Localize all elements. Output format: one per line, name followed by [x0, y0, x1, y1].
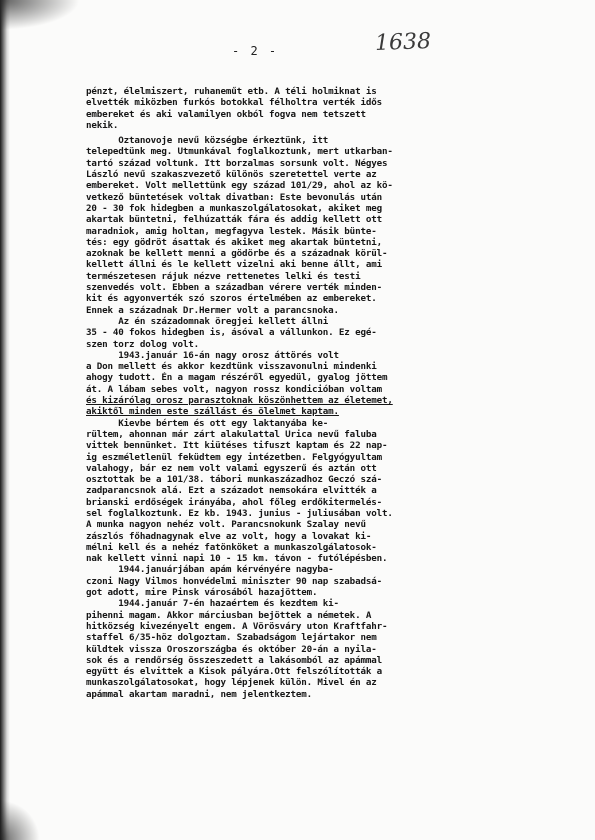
text-line: tartó század voltunk. Itt borzalmas sorsunk volt. Négyes — [86, 157, 388, 169]
text-line: apámmal akartam maradni, nem jelentkeztem. — [86, 688, 313, 700]
text-line: 35 - 40 fokos hidegben is, ásóval a vállunkon. Ez egé- — [86, 327, 377, 339]
text-line: munkaszolgálatosokat, hogy lépjenek külön. Mivel én az — [86, 677, 377, 689]
text-line: a Don mellett és akkor kezdtünk visszavonulni mindenki — [86, 361, 377, 373]
text-line: 20 - 30 fok hidegben a munkaszolgálatosokat, akiket meg — [86, 202, 382, 214]
text-line: vetkező büntetések voltak divatban: Este bevonulás után — [86, 191, 382, 203]
text-line: 1944.januárjában apám kérvényére nagyba- — [86, 564, 334, 576]
text-line: azoknak be kellett menni a gödörbe és a századnak körül- — [86, 248, 388, 260]
scan-edge-shadow — [0, 0, 10, 840]
text-line: akartak büntetni, felhúzatták fára és addig kellett ott — [86, 214, 382, 226]
text-line: pénzt, élelmiszert, ruhaneműt etb. A téli holmiknat is — [86, 86, 377, 97]
text-line: rültem, ahonnan már zárt alakulattal Urica nevű faluba — [86, 428, 377, 440]
text-line: ahogy tudott. Én a magam részéről egyedül, gyalog jöttem — [86, 372, 388, 384]
text-line: embereket és aki valamilyen okból fogva nem tetszett — [86, 108, 366, 120]
text-line: kit és agyonverték szó szoros értelmében az embereket. — [86, 293, 377, 305]
text-line: természetesen rájuk nézve rettenetes lelki és testi — [86, 270, 361, 282]
text-line: Ennek a századnak Dr.Hermer volt a parancsnoka. — [86, 304, 339, 316]
text-line: szenvedés volt. Ebben a században vérere verték minden- — [86, 282, 382, 294]
scan-corner-shadow-top — [0, 0, 80, 30]
typewritten-body — [86, 86, 504, 700]
text-line: embereket. Volt mellettünk egy század 101/29, ahol az kö- — [86, 180, 393, 192]
text-line: küldtek vissza Oroszországba és október 20-án a nyila- — [86, 643, 377, 655]
text-line: mélni kell és a nehéz fatönköket a munkaszolgálatosok- — [86, 541, 377, 553]
text-line: valahogy, bár ez nem volt valami egyszerű és aztán ott — [86, 462, 377, 474]
text-line: nak kellett vinni napi 10 - 15 km. távon - futólépésben. — [86, 553, 388, 565]
text-line: László nevű szakaszvezető különös szeretettel verte az — [86, 169, 377, 181]
text-line: zászlós főhadnagynak elve az volt, hogy a lovakat ki- — [86, 530, 372, 542]
text-line: elvették miközben furkós botokkal félholtra verték idős — [86, 97, 382, 109]
text-line: brianski erdőségek irányába, ahol főleg erdőkitermelés- — [86, 496, 382, 508]
text-line: czoni Nagy Vilmos honvédelmi miniszter 90 nap szabadsá- — [86, 575, 382, 587]
text-line: sok és a rendőrség összeszedett a lakásomból az apámmal — [86, 654, 382, 666]
text-line: Oztanovoje nevű községbe érkeztünk, itt — [86, 135, 329, 147]
scan-corner-shadow-bottom — [0, 800, 40, 840]
text-line: Az én századomnak öregjei kellett állni — [86, 315, 329, 327]
text-line: staffel 6/35-höz dolgoztam. Szabadságom lejártakor nem — [86, 632, 377, 644]
text-line: maradniok, amig holtan, megfagyva lestek. Másik bünte- — [86, 225, 377, 237]
text-line: Kievbe bértem és ott egy laktanyába ke- — [86, 417, 329, 429]
text-line: got adott, mire Pinsk városából hazajöttem. — [86, 587, 318, 599]
text-line: szen torz dolog volt. — [86, 338, 200, 350]
text-line: 1944.január 7-én hazaértem és kezdtem ki- — [86, 598, 339, 610]
text-line: pihenni magam. Akkor márciusban bejöttek a németek. A — [86, 609, 372, 621]
text-line: együtt és elvittek a Kisok pályára.Ott felszólították a — [86, 666, 382, 678]
text-line: vittek bennünket. Itt kiütéses tifuszt kaptam és 22 nap- — [86, 440, 388, 452]
text-line: zadparancsnok alá. Ezt a századot nemsokára elvitték a — [86, 485, 377, 497]
text-line: át. A lábam sebes volt, nagyon rossz kondicióban voltam — [86, 383, 382, 395]
text-line: tés: egy gödröt ásattak és akiket meg akartak büntetni, — [86, 236, 382, 248]
text-line: osztottak be a 101/38. tábori munkaszázadhoz Geczó szá- — [86, 474, 382, 486]
text-line: sel foglalkoztunk. Ez kb. 1943. junius - juliusában volt. — [86, 507, 393, 519]
text-line: nekik. — [86, 119, 119, 131]
text-line: kellett állni és le kellett vizelni aki benne állt, ami — [86, 259, 382, 271]
page-number: - 2 - — [232, 44, 279, 58]
handwritten-archive-number: 1638 — [374, 29, 432, 56]
text-line: telepedtünk meg. Utmunkával foglalkoztunk, mert utkarban- — [86, 146, 393, 158]
text-line: A munka nagyon nehéz volt. Parancsnokunk Szalay nevű — [86, 519, 366, 531]
text-line: és kizárólag orosz parasztoknak köszönhettem az életemet, — [86, 395, 393, 407]
text-line: akiktől minden este szállást és ölelmet kaptam. — [86, 406, 339, 418]
text-line: ig eszméletlenül feküdtem egy intézetben. Felgyógyultam — [86, 451, 382, 463]
text-line: hitközség kivezényelt engem. A Vörösváry uton Kraftfahr- — [86, 620, 388, 632]
text-line: 1943.január 16-án nagy orosz áttörés volt — [86, 349, 339, 361]
